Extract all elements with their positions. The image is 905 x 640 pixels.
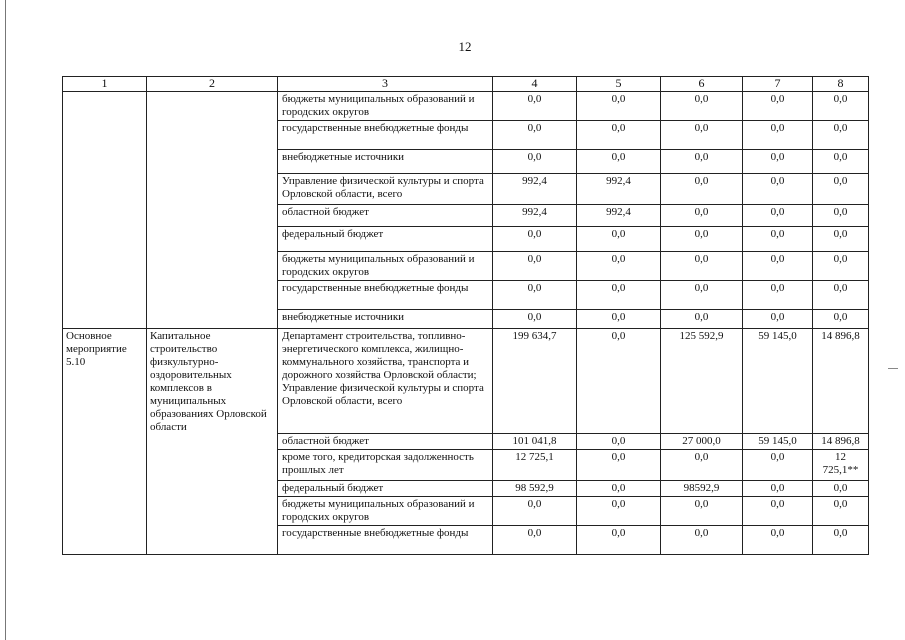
value-cell: 0,0 xyxy=(577,526,661,555)
value-cell: 0,0 xyxy=(661,252,743,281)
value-cell: 992,4 xyxy=(493,205,577,227)
value-cell: 14 896,8 xyxy=(813,434,869,450)
source-label: областной бюджет xyxy=(278,205,493,227)
value-cell: 0,0 xyxy=(493,526,577,555)
measure-title: Капитальное строительство физкультурно-оздоровительных комплексов в муниципальных образованиях Орловской области xyxy=(147,329,278,555)
value-cell: 0,0 xyxy=(813,174,869,205)
source-label: Управление физической культуры и спорта Орловской области, всего xyxy=(278,174,493,205)
value-cell: 0,0 xyxy=(743,481,813,497)
table-body xyxy=(63,92,869,555)
value-cell: 0,0 xyxy=(813,92,869,121)
value-cell: 0,0 xyxy=(743,150,813,174)
table-row xyxy=(63,329,869,434)
header-cell: 1 xyxy=(63,77,147,92)
value-cell: 0,0 xyxy=(493,121,577,150)
value-cell: 125 592,9 xyxy=(661,329,743,434)
value-cell: 0,0 xyxy=(743,205,813,227)
value-cell: 12 725,1** xyxy=(813,450,869,481)
source-label: внебюджетные источники xyxy=(278,310,493,329)
value-cell: 0,0 xyxy=(813,150,869,174)
value-cell: 0,0 xyxy=(577,92,661,121)
source-label: государственные внебюджетные фонды xyxy=(278,281,493,310)
value-cell: 0,0 xyxy=(813,205,869,227)
value-cell: 0,0 xyxy=(743,252,813,281)
value-cell: 12 725,1 xyxy=(493,450,577,481)
empty-cell xyxy=(147,92,278,329)
value-cell: 0,0 xyxy=(493,150,577,174)
value-cell: 0,0 xyxy=(661,310,743,329)
value-cell: 98592,9 xyxy=(661,481,743,497)
value-cell: 0,0 xyxy=(743,450,813,481)
source-label: внебюджетные источники xyxy=(278,150,493,174)
page-edge-line xyxy=(5,0,6,640)
value-cell: 0,0 xyxy=(493,497,577,526)
value-cell: 0,0 xyxy=(577,227,661,252)
value-cell: 0,0 xyxy=(813,481,869,497)
source-label: бюджеты муниципальных образований и городских округов xyxy=(278,497,493,526)
source-label: кроме того, кредиторская задолженность прошлых лет xyxy=(278,450,493,481)
header-cell: 5 xyxy=(577,77,661,92)
header-cell: 2 xyxy=(147,77,278,92)
value-cell: 199 634,7 xyxy=(493,329,577,434)
value-cell: 0,0 xyxy=(813,121,869,150)
value-cell: 0,0 xyxy=(493,310,577,329)
value-cell: 0,0 xyxy=(577,450,661,481)
value-cell: 59 145,0 xyxy=(743,329,813,434)
value-cell: 0,0 xyxy=(813,252,869,281)
value-cell: 0,0 xyxy=(661,497,743,526)
value-cell: 0,0 xyxy=(813,310,869,329)
value-cell: 0,0 xyxy=(577,310,661,329)
value-cell: 0,0 xyxy=(493,92,577,121)
budget-table xyxy=(62,76,869,555)
value-cell: 992,4 xyxy=(493,174,577,205)
value-cell: 0,0 xyxy=(661,174,743,205)
page-number: 12 xyxy=(458,39,472,54)
margin-mark xyxy=(888,368,898,369)
value-cell: 0,0 xyxy=(743,227,813,252)
header-cell: 6 xyxy=(661,77,743,92)
source-label: государственные внебюджетные фонды xyxy=(278,121,493,150)
value-cell: 0,0 xyxy=(743,497,813,526)
value-cell: 0,0 xyxy=(743,92,813,121)
source-label: государственные внебюджетные фонды xyxy=(278,526,493,555)
header-row xyxy=(63,77,869,92)
value-cell: 0,0 xyxy=(577,121,661,150)
value-cell: 0,0 xyxy=(493,281,577,310)
value-cell: 992,4 xyxy=(577,205,661,227)
source-label: бюджеты муниципальных образований и городских округов xyxy=(278,92,493,121)
value-cell: 27 000,0 xyxy=(661,434,743,450)
value-cell: 0,0 xyxy=(577,252,661,281)
value-cell: 0,0 xyxy=(577,281,661,310)
value-cell: 0,0 xyxy=(661,281,743,310)
value-cell: 0,0 xyxy=(661,121,743,150)
value-cell: 0,0 xyxy=(743,281,813,310)
value-cell: 0,0 xyxy=(743,526,813,555)
table-row xyxy=(63,92,869,121)
value-cell: 0,0 xyxy=(661,92,743,121)
header-cell: 7 xyxy=(743,77,813,92)
value-cell: 0,0 xyxy=(661,227,743,252)
value-cell: 0,0 xyxy=(577,497,661,526)
value-cell: 0,0 xyxy=(813,497,869,526)
value-cell: 98 592,9 xyxy=(493,481,577,497)
value-cell: 992,4 xyxy=(577,174,661,205)
value-cell: 0,0 xyxy=(577,329,661,434)
value-cell: 0,0 xyxy=(493,227,577,252)
value-cell: 0,0 xyxy=(577,434,661,450)
source-label: бюджеты муниципальных образований и городских округов xyxy=(278,252,493,281)
value-cell: 0,0 xyxy=(577,150,661,174)
header-cell: 4 xyxy=(493,77,577,92)
value-cell: 0,0 xyxy=(661,526,743,555)
header-cell: 8 xyxy=(813,77,869,92)
value-cell: 0,0 xyxy=(493,252,577,281)
source-label: областной бюджет xyxy=(278,434,493,450)
value-cell: 101 041,8 xyxy=(493,434,577,450)
value-cell: 0,0 xyxy=(813,526,869,555)
value-cell: 0,0 xyxy=(743,174,813,205)
value-cell: 0,0 xyxy=(661,150,743,174)
value-cell: 0,0 xyxy=(661,205,743,227)
measure-number: Основное мероприятие 5.10 xyxy=(63,329,147,555)
table-header xyxy=(63,77,869,92)
value-cell: 0,0 xyxy=(813,281,869,310)
value-cell: 0,0 xyxy=(661,450,743,481)
empty-cell xyxy=(63,92,147,329)
value-cell: 0,0 xyxy=(743,121,813,150)
value-cell: 14 896,8 xyxy=(813,329,869,434)
source-label: Департамент строительства, топливно-энергетического комплекса, жилищно-коммунального хозяйства, транспорта и дорожного хозяйства Орловской области; Управление физической культуры и спорта Орловской области, всего xyxy=(278,329,493,434)
header-cell: 3 xyxy=(278,77,493,92)
source-label: федеральный бюджет xyxy=(278,227,493,252)
value-cell: 59 145,0 xyxy=(743,434,813,450)
value-cell: 0,0 xyxy=(743,310,813,329)
source-label: федеральный бюджет xyxy=(278,481,493,497)
value-cell: 0,0 xyxy=(577,481,661,497)
value-cell: 0,0 xyxy=(813,227,869,252)
